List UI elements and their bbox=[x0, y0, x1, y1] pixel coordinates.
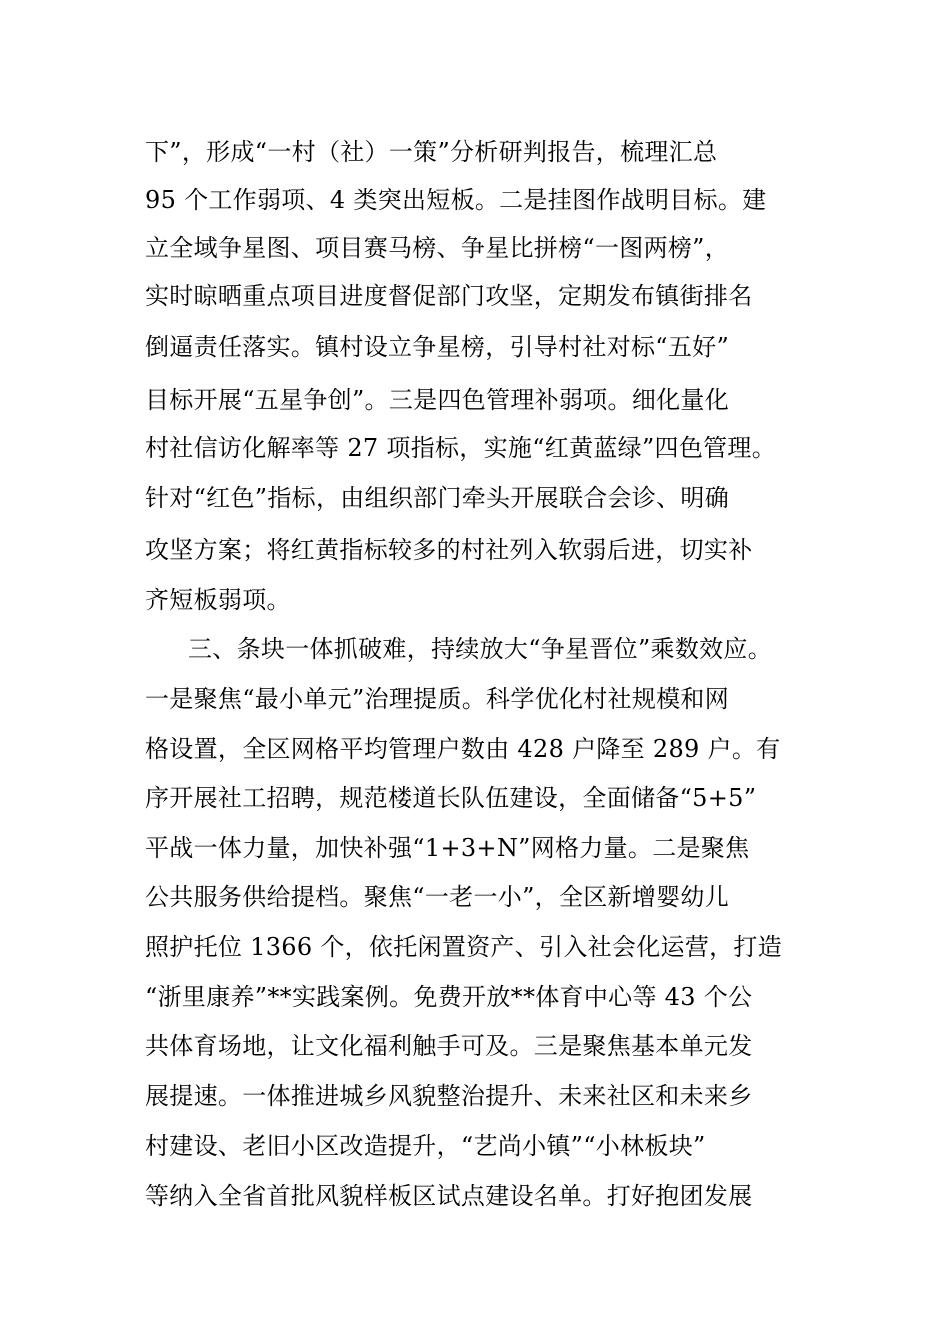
text-line: 格设置，全区网格平均管理户数由 428 户降至 289 户。有 bbox=[145, 735, 781, 763]
text-line: 村社信访化解率等 27 项指标，实施“红黄蓝绿”四色管理。 bbox=[145, 434, 777, 462]
text-line: 齐短板弱项。 bbox=[145, 586, 291, 614]
text-line: 村建设、老旧小区改造提升，“艺尚小镇”“小林板块” bbox=[145, 1132, 706, 1160]
text-line: 倒逼责任落实。镇村设立争星榜，引导村社对标“五好” bbox=[145, 333, 730, 361]
text-line: 照护托位 1366 个，依托闲置资产、引入社会化运营，打造 bbox=[145, 933, 783, 961]
text-line: 展提速。一体推进城乡风貌整治提升、未来社区和未来乡 bbox=[145, 1082, 753, 1110]
text-line: 攻坚方案；将红黄指标较多的村社列入软弱后进，切实补 bbox=[145, 536, 753, 564]
text-line: 序开展社工招聘，规范楼道长队伍建设，全面储备“5+5” bbox=[145, 784, 757, 812]
section-heading: 三、条块一体抓破难，持续放大“争星晋位”乘数效应。 bbox=[188, 635, 773, 663]
text-line: 实时晾晒重点项目进度督促部门攻坚，定期发布镇街排名 bbox=[145, 282, 753, 310]
text-line: 等纳入全省首批风貌样板区试点建设名单。打好抱团发展 bbox=[145, 1182, 753, 1210]
text-line: 95 个工作弱项、4 类突出短板。二是挂图作战明目标。建 bbox=[145, 186, 767, 214]
text-line: 针对“红色”指标，由组织部门牵头开展联合会诊、明确 bbox=[145, 484, 730, 512]
text-line: 公共服务供给提档。聚焦“一老一小”，全区新增婴幼儿 bbox=[145, 883, 730, 911]
text-line: 下”，形成“一村（社）一策”分析研判报告，梳理汇总 bbox=[145, 138, 718, 166]
text-line: 立全域争星图、项目赛马榜、争星比拼榜“一图两榜”， bbox=[145, 234, 730, 262]
text-line: 目标开展“五星争创”。三是四色管理补弱项。细化量化 bbox=[145, 386, 730, 414]
text-line: “浙里康养”**实践案例。免费开放**体育中心等 43 个公 bbox=[145, 983, 753, 1011]
text-line: 共体育场地，让文化福利触手可及。三是聚焦基本单元发 bbox=[145, 1032, 753, 1060]
text-line: 平战一体力量，加快补强“1+3+N”网格力量。二是聚焦 bbox=[145, 834, 750, 862]
text-line: 一是聚焦“最小单元”治理提质。科学优化村社规模和网 bbox=[145, 685, 730, 713]
